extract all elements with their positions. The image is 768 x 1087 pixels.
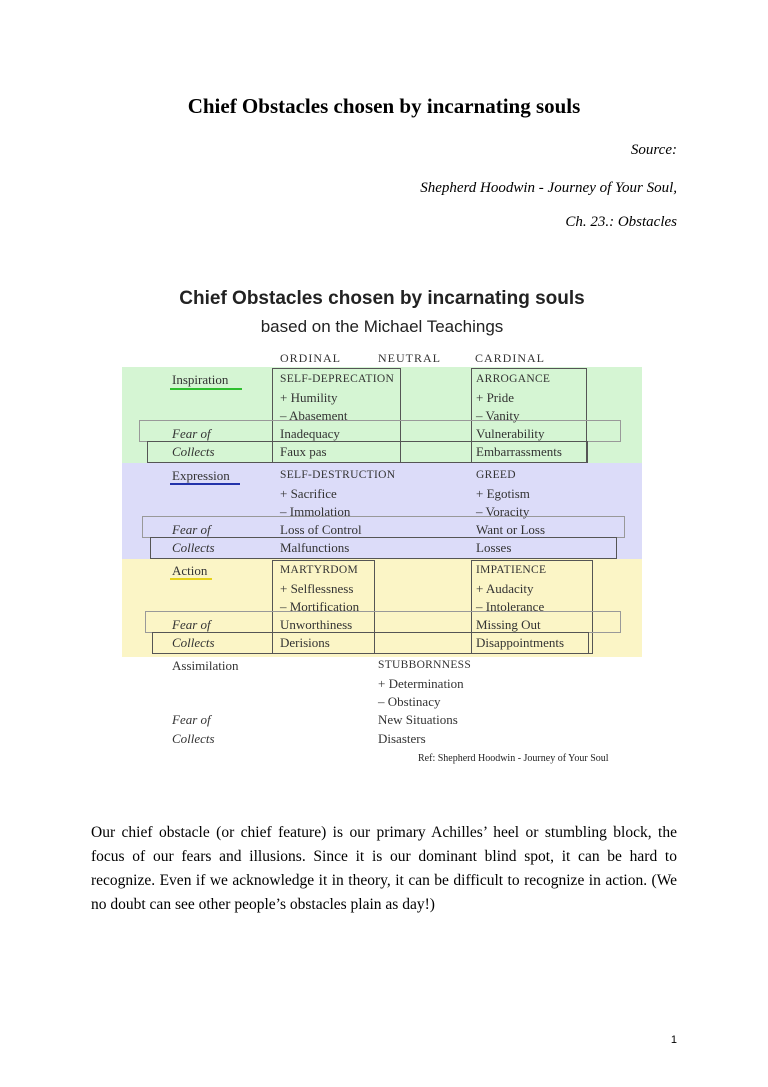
cardinal-obstacle-name: ARROGANCE: [476, 373, 551, 385]
ordinal-collects: Malfunctions: [280, 540, 350, 555]
collects-row-outline: [147, 441, 588, 463]
ordinal-negative-pole: – Mortification: [280, 599, 360, 614]
cardinal-fear: Vulnerability: [476, 426, 545, 441]
cardinal-fear: Want or Loss: [476, 522, 545, 537]
ordinal-collects: Faux pas: [280, 444, 327, 459]
ordinal-positive-pole: + Humility: [280, 390, 338, 405]
neutral-collects: Disasters: [378, 731, 426, 746]
axis-label-expression: Expression: [172, 468, 230, 483]
fear-of-label: Fear of: [172, 617, 211, 632]
document-title: Chief Obstacles chosen by incarnating souls: [187, 94, 581, 118]
ordinal-obstacle-name: MARTYRDOM: [280, 564, 359, 576]
axis-label-inspiration: Inspiration: [172, 372, 229, 387]
axis-label-assimilation: Assimilation: [172, 658, 239, 673]
neutral-positive-pole: + Determination: [378, 676, 464, 691]
source-label: Source:: [630, 142, 677, 158]
source-work: Shepherd Hoodwin - Journey of Your Soul,: [420, 180, 677, 196]
collects-row-outline: [150, 537, 617, 559]
cardinal-collects: Embarrassments: [476, 444, 562, 459]
neutral-fear: New Situations: [378, 712, 458, 727]
cardinal-obstacle-name: GREED: [476, 469, 516, 481]
ordinal-obstacle-name: SELF-DESTRUCTION: [280, 469, 396, 481]
cardinal-positive-pole: + Pride: [476, 390, 515, 405]
column-header-neutral: NEUTRAL: [378, 351, 441, 365]
ordinal-collects: Derisions: [280, 635, 330, 650]
fear-of-label: Fear of: [172, 712, 211, 727]
collects-label: Collects: [172, 731, 215, 746]
cardinal-positive-pole: + Audacity: [476, 581, 534, 596]
cardinal-negative-pole: – Vanity: [476, 408, 520, 423]
ordinal-obstacle-name: SELF-DEPRECATION: [280, 373, 395, 385]
cardinal-negative-pole: – Voracity: [476, 504, 530, 519]
cardinal-collects: Disappointments: [476, 635, 565, 650]
column-header-ordinal: ORDINAL: [280, 351, 341, 365]
ordinal-fear: Unworthiness: [280, 617, 353, 632]
collects-row-outline: [152, 632, 589, 654]
fear-row-outline: [145, 611, 621, 633]
ordinal-negative-pole: – Abasement: [280, 408, 348, 423]
ordinal-fear: Loss of Control: [280, 522, 362, 537]
cardinal-fear: Missing Out: [476, 617, 541, 632]
neutral-obstacle-name: STUBBORNNESS: [378, 659, 472, 671]
axis-label-action: Action: [172, 563, 208, 578]
fear-of-label: Fear of: [172, 522, 211, 537]
fear-of-label: Fear of: [172, 426, 211, 441]
ordinal-positive-pole: + Selflessness: [280, 581, 354, 596]
page-number: 1: [670, 1034, 677, 1046]
collects-label: Collects: [172, 635, 215, 650]
cardinal-positive-pole: + Egotism: [476, 486, 530, 501]
column-header-cardinal: CARDINAL: [475, 351, 545, 365]
fear-row-outline: [142, 516, 625, 538]
source-chapter: Ch. 23.: Obstacles: [565, 214, 677, 230]
expression-underline: [170, 483, 240, 485]
fear-row-outline: [139, 420, 621, 442]
ordinal-positive-pole: + Sacrifice: [280, 486, 337, 501]
body-paragraph: Our chief obstacle (or chief feature) is our primary Achilles’ heel or stumbling block, the focus of our fears and illusions. Since it is our dominant blind spot, it can be hard to recognize. Even if we acknowledge it in theory, it can be difficult to recognize in action. (We no doubt can see other people’s obstacles plain as day!): [91, 824, 677, 913]
figure-title: Chief Obstacles chosen by incarnating souls: [179, 288, 585, 309]
ordinal-negative-pole: – Immolation: [280, 504, 351, 519]
ordinal-fear: Inadequacy: [280, 426, 340, 441]
figure-reference: Ref: Shepherd Hoodwin - Journey of Your Soul: [418, 753, 609, 764]
collects-label: Collects: [172, 444, 215, 459]
neutral-negative-pole: – Obstinacy: [378, 694, 441, 709]
obstacles-figure: [122, 282, 642, 772]
collects-label: Collects: [172, 540, 215, 555]
cardinal-collects: Losses: [476, 540, 512, 555]
figure-subtitle: based on the Michael Teachings: [260, 317, 504, 336]
action-underline: [170, 578, 212, 580]
cardinal-obstacle-name: IMPATIENCE: [476, 564, 547, 576]
inspiration-underline: [170, 388, 242, 390]
cardinal-negative-pole: – Intolerance: [476, 599, 545, 614]
